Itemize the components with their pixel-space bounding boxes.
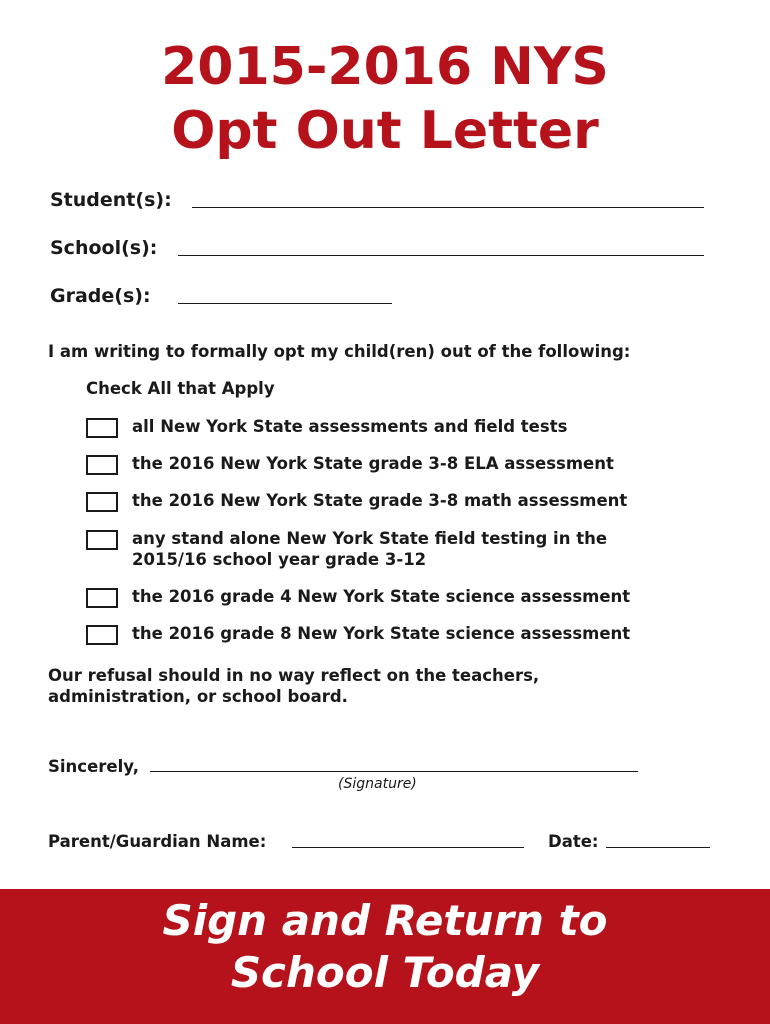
option-item	[86, 529, 736, 569]
option-item	[86, 418, 736, 446]
checkbox[interactable]	[86, 530, 118, 550]
date-input-line[interactable]	[606, 847, 710, 848]
schools-input-line[interactable]	[178, 255, 704, 256]
students-label: Student(s):	[50, 189, 172, 211]
checkbox[interactable]	[86, 418, 118, 438]
option-item	[86, 625, 736, 653]
option-label: the 2016 New York State grade 3-8 math assessment	[132, 491, 628, 510]
schools-label: School(s):	[50, 237, 158, 259]
title-line-2: Opt Out Letter	[171, 101, 599, 161]
refusal-statement: Our refusal should in no way reflect on the teachers, administration, or school board.	[48, 666, 540, 706]
parent-name-input-line[interactable]	[292, 847, 524, 848]
checkbox[interactable]	[86, 455, 118, 475]
grades-label: Grade(s):	[50, 285, 151, 307]
option-label: the 2016 grade 4 New York State science assessment	[132, 587, 631, 606]
intro-text: I am writing to formally opt my child(ren) out of the following:	[48, 342, 631, 361]
signature-input-line[interactable]	[150, 771, 638, 772]
footer-banner	[0, 889, 770, 1024]
option-label: the 2016 grade 8 New York State science assessment	[132, 624, 631, 643]
option-label: the 2016 New York State grade 3-8 ELA assessment	[132, 454, 614, 473]
grades-input-line[interactable]	[178, 303, 392, 304]
checkbox[interactable]	[86, 625, 118, 645]
option-label: all New York State assessments and field tests	[132, 417, 568, 436]
option-item	[86, 588, 736, 616]
sincerely-label: Sincerely,	[48, 757, 139, 776]
checkbox[interactable]	[86, 588, 118, 608]
title-line-1: 2015-2016 NYS	[161, 37, 609, 97]
check-heading: Check All that Apply	[86, 379, 275, 398]
option-item	[86, 492, 736, 520]
parent-name-label: Parent/Guardian Name:	[48, 832, 267, 851]
option-item	[86, 455, 736, 483]
banner-line-1: Sign and Return to	[162, 896, 608, 945]
signature-caption: (Signature)	[338, 776, 417, 792]
students-input-line[interactable]	[192, 207, 704, 208]
option-label: any stand alone New York State field testing in the 2015/16 school year grade 3-12	[132, 529, 608, 569]
checkbox[interactable]	[86, 492, 118, 512]
date-label: Date:	[548, 832, 599, 851]
banner-line-2: School Today	[230, 948, 540, 997]
